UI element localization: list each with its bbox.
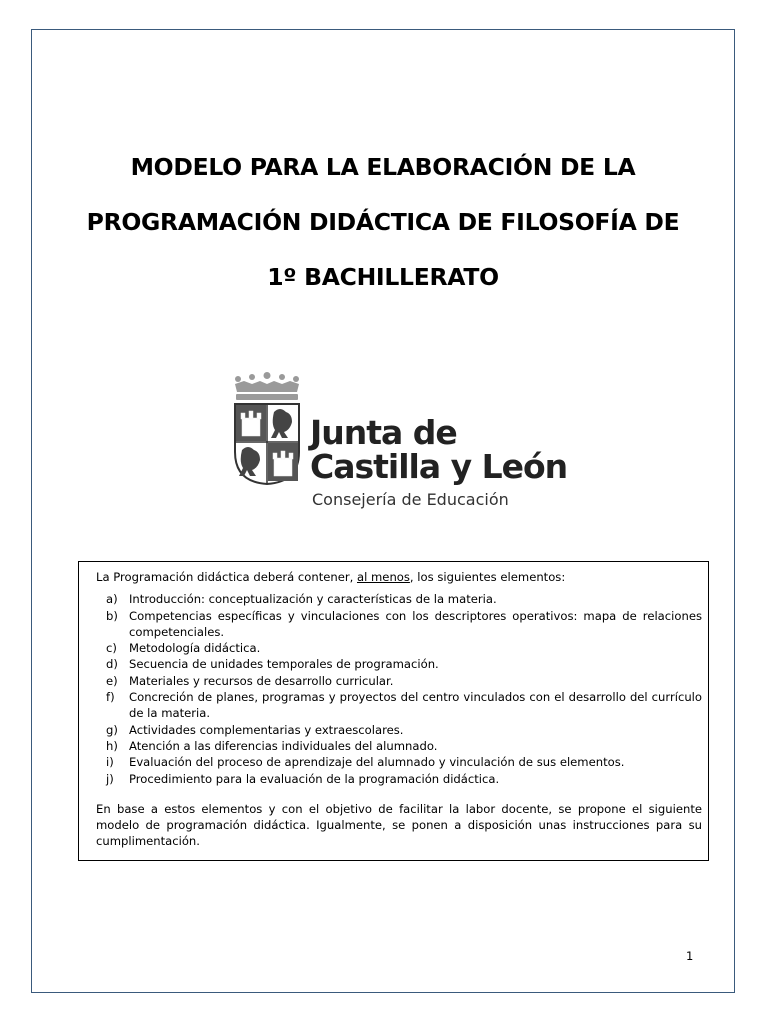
list-item: [96, 640, 702, 656]
coat-of-arms-icon: [232, 402, 302, 486]
list-item-text: Introducción: conceptualización y características de la materia.: [129, 592, 497, 607]
list-item-letter: h): [106, 738, 118, 753]
requirements-intro: [96, 569, 702, 585]
intro-text-end: , los siguientes elementos:: [409, 570, 566, 584]
title-line-1: MODELO PARA LA ELABORACIÓN DE LA: [130, 153, 636, 181]
list-item-text: Secuencia de unidades temporales de programación.: [129, 657, 439, 672]
list-item: [96, 608, 702, 641]
crown-icon: [232, 372, 302, 402]
list-item-text: Evaluación del proceso de aprendizaje del alumnado y vinculación de sus elementos.: [129, 755, 625, 770]
title-line-2: PROGRAMACIÓN DIDÁCTICA DE FILOSOFÍA DE: [86, 208, 680, 236]
list-item-letter: g): [106, 722, 118, 737]
document-title: [60, 140, 706, 305]
list-item-letter: i): [106, 755, 114, 770]
logo-name-line-2: Castilla y León: [310, 447, 568, 486]
list-item-text: Actividades complementarias y extraescolares.: [129, 722, 404, 737]
list-item-text: Procedimiento para la evaluación de la programación didáctica.: [129, 771, 500, 786]
page-number: 1: [686, 949, 694, 963]
list-item: [96, 738, 702, 754]
junta-castilla-leon-logo: [232, 372, 568, 512]
list-item-text: Metodología didáctica.: [129, 641, 261, 656]
list-item-text: Competencias específicas y vinculaciones con los descriptores operativos: mapa de relaciones competenciales.: [129, 608, 702, 639]
requirements-box: [78, 561, 709, 861]
list-item: [96, 722, 702, 738]
list-item-letter: j): [106, 771, 114, 786]
logo-institution-name: [310, 413, 568, 486]
list-item: [96, 673, 702, 689]
list-item-letter: b): [106, 608, 118, 623]
intro-text-start: La Programación didáctica deberá contener,: [96, 570, 357, 584]
list-item: [96, 689, 702, 722]
list-item-text: Atención a las diferencias individuales del alumnado.: [129, 738, 438, 753]
list-item: [96, 591, 702, 607]
list-item-letter: a): [106, 592, 118, 607]
list-item: [96, 771, 702, 787]
list-item-letter: d): [106, 657, 118, 672]
logo-name-line-1: Junta de: [310, 413, 457, 452]
title-line-3: 1º BACHILLERATO: [267, 263, 499, 291]
list-item: [96, 656, 702, 672]
list-item-letter: f): [106, 690, 115, 705]
list-item: [96, 754, 702, 770]
list-item-letter: e): [106, 673, 118, 688]
requirements-closing: En base a estos elementos y con el objetivo de facilitar la labor docente, se propone el siguiente modelo de programación didáctica. Igualmente, se ponen a disposición unas instrucciones para su cumplimentación.: [96, 801, 702, 849]
intro-underlined-text: al menos: [357, 570, 410, 584]
list-item-text: Concreción de planes, programas y proyectos del centro vinculados con el desarrollo del currículo de la materia.: [129, 690, 702, 721]
list-item-text: Materiales y recursos de desarrollo curricular.: [129, 673, 394, 688]
list-item-letter: c): [106, 641, 117, 656]
requirements-list: [96, 591, 702, 787]
logo-department: Consejería de Educación: [312, 490, 509, 509]
